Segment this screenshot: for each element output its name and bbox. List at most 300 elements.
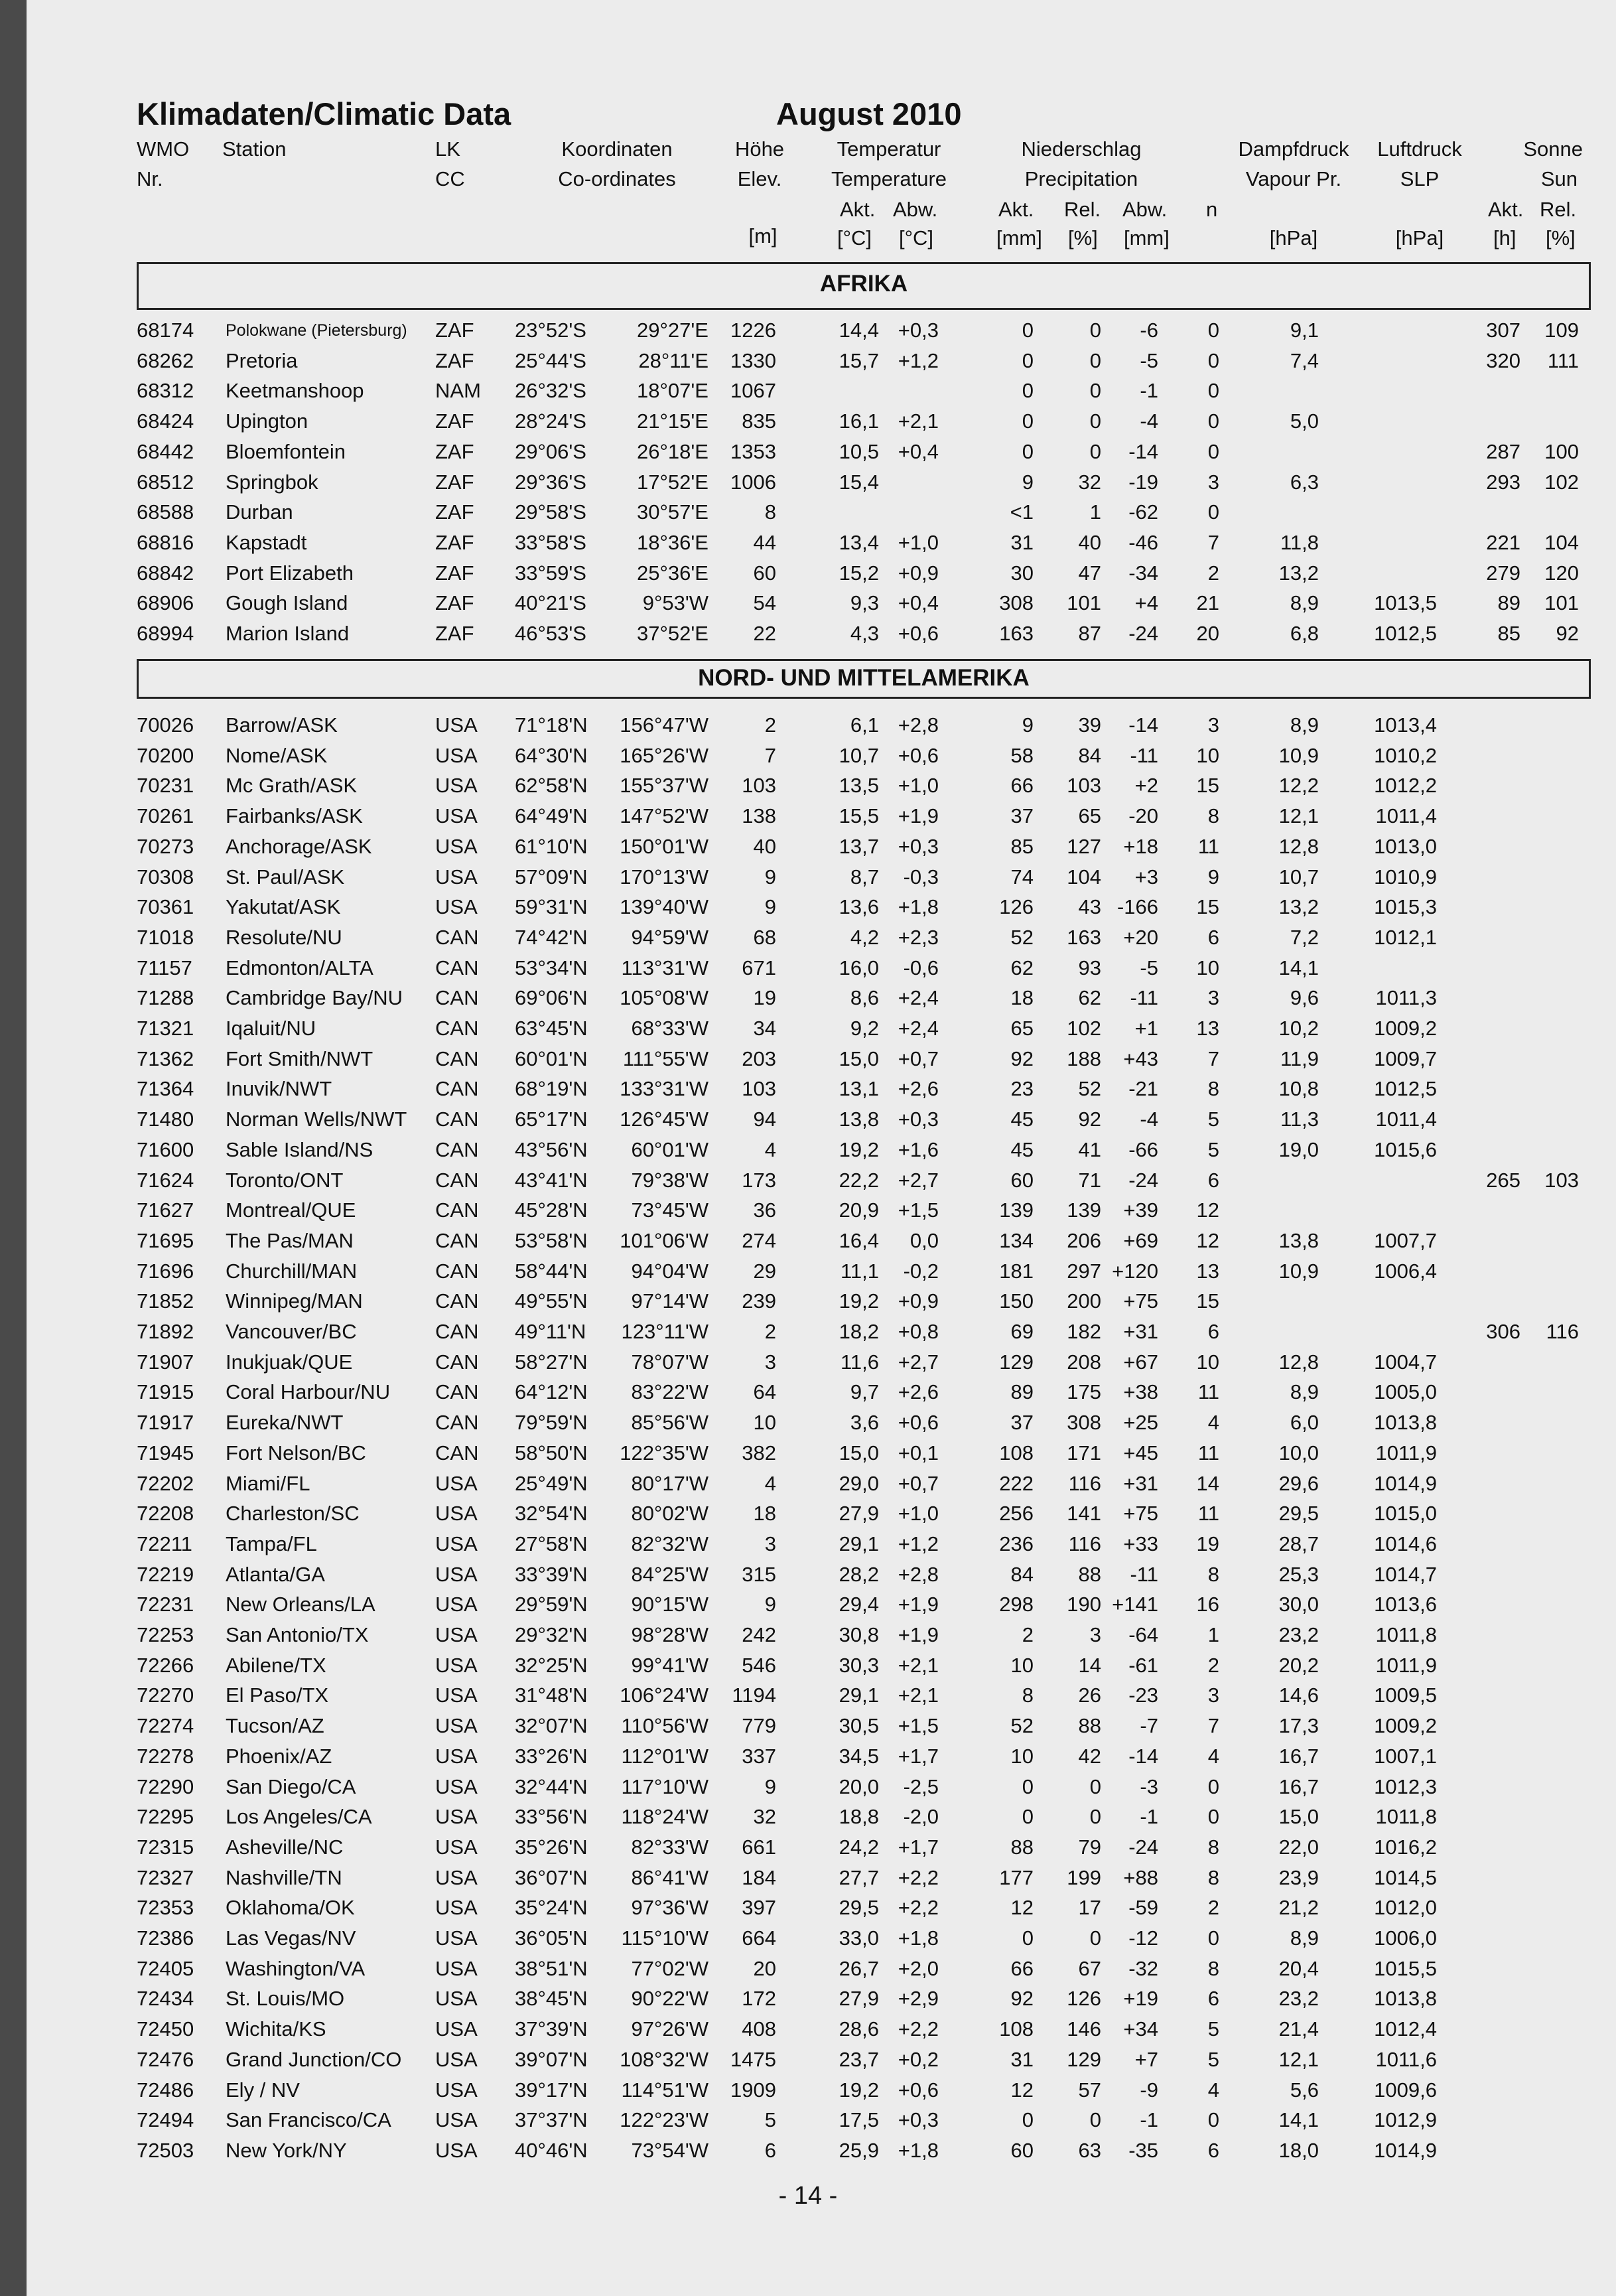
vapour-cell: 10,9 <box>1278 1259 1319 1283</box>
precip-n-cell: 0 <box>1207 500 1219 524</box>
longitude-cell: 133°31'W <box>620 1077 708 1101</box>
station-cell: Fort Nelson/BC <box>226 1441 366 1465</box>
country-cell: USA <box>435 1896 478 1920</box>
wmo-cell: 71892 <box>137 1320 194 1343</box>
vapour-cell: 21,4 <box>1278 2017 1319 2041</box>
precip-rel-cell: 308 <box>1067 1411 1101 1435</box>
latitude-cell: 33°56'N <box>515 1805 588 1829</box>
precip-n-cell: 11 <box>1197 1441 1219 1465</box>
table-row <box>0 497 1616 528</box>
temp-abw-cell: +0,6 <box>898 1411 939 1435</box>
slp-cell: 1011,4 <box>1375 804 1437 828</box>
slp-cell: 1012,9 <box>1374 2108 1437 2132</box>
temp-akt-cell: 28,2 <box>839 1562 879 1586</box>
precip-rel-cell: 146 <box>1067 2017 1101 2041</box>
elevation-cell: 203 <box>742 1046 776 1070</box>
precip-abw-cell: +75 <box>1123 1502 1158 1526</box>
precip-akt-cell: 52 <box>1010 925 1034 949</box>
section-title: NORD- UND MITTELAMERIKA <box>698 665 1030 691</box>
station-cell: Marion Island <box>226 622 350 645</box>
vapour-cell: 8,9 <box>1290 713 1319 737</box>
precip-akt-cell: 0 <box>1022 2108 1034 2132</box>
precip-abw-cell: +45 <box>1123 1441 1158 1465</box>
col-station: Station <box>222 137 287 161</box>
latitude-cell: 33°59'S <box>515 561 586 585</box>
precip-rel-cell: 129 <box>1067 2047 1101 2071</box>
precip-rel-cell: 3 <box>1089 1623 1101 1646</box>
slp-cell: 1011,3 <box>1375 986 1437 1010</box>
precip-akt-cell: 0 <box>1022 319 1034 342</box>
precip-rel-cell: 88 <box>1078 1714 1101 1738</box>
station-cell: Fort Smith/NWT <box>226 1046 373 1070</box>
table-row <box>0 1863 1616 1893</box>
country-cell: CAN <box>435 1137 479 1161</box>
precip-n-cell: 7 <box>1207 530 1219 554</box>
latitude-cell: 79°59'N <box>515 1411 588 1435</box>
table-row <box>0 710 1616 741</box>
station-cell: Eureka/NWT <box>226 1411 344 1435</box>
precip-akt-cell: 108 <box>999 2017 1034 2041</box>
elevation-cell: 1006 <box>730 470 776 494</box>
precip-akt-cell: 0 <box>1022 348 1034 372</box>
precip-n-cell: 20 <box>1196 622 1219 645</box>
longitude-cell: 97°14'W <box>631 1289 708 1313</box>
sun-rel-cell: 116 <box>1546 1320 1579 1343</box>
precip-rel-cell: 0 <box>1089 379 1101 403</box>
station-cell: Resolute/NU <box>226 925 342 949</box>
longitude-cell: 98°28'W <box>631 1623 708 1646</box>
longitude-cell: 83°22'W <box>631 1380 708 1404</box>
wmo-cell: 71600 <box>137 1137 194 1161</box>
table-row <box>0 770 1616 801</box>
longitude-cell: 94°04'W <box>631 1259 708 1283</box>
latitude-cell: 32°25'N <box>515 1653 588 1677</box>
temp-akt-cell: 14,4 <box>839 319 879 342</box>
vapour-cell: 28,7 <box>1278 1532 1319 1555</box>
precip-akt-cell: 65 <box>1010 1017 1034 1040</box>
longitude-cell: 118°24'W <box>621 1805 708 1829</box>
latitude-cell: 27°58'N <box>515 1532 588 1555</box>
precip-n-cell: 0 <box>1207 439 1219 463</box>
precip-abw-cell: +39 <box>1123 1198 1158 1222</box>
country-cell: ZAF <box>435 409 474 433</box>
precip-rel-cell: 47 <box>1078 561 1101 585</box>
precip-abw-cell: -24 <box>1128 622 1158 645</box>
station-cell: St. Louis/MO <box>226 1987 345 2011</box>
table-row <box>0 1317 1616 1347</box>
vapour-cell: 13,2 <box>1278 561 1319 585</box>
precip-n-cell: 5 <box>1207 1108 1219 1131</box>
precip-abw-cell: -62 <box>1128 500 1158 524</box>
wmo-cell: 72295 <box>137 1805 194 1829</box>
latitude-cell: 32°54'N <box>515 1502 588 1526</box>
temp-akt-cell: 4,2 <box>850 925 879 949</box>
temp-akt-cell: 19,2 <box>839 2078 879 2102</box>
station-cell: Nashville/TN <box>226 1865 342 1889</box>
precip-akt-cell: 31 <box>1010 2047 1034 2071</box>
country-cell: USA <box>435 1774 478 1798</box>
latitude-cell: 64°30'N <box>515 743 588 767</box>
latitude-cell: 58°44'N <box>515 1259 588 1283</box>
longitude-cell: 165°26'W <box>620 743 708 767</box>
precip-rel-cell: 139 <box>1067 1198 1101 1222</box>
temp-abw-cell: +1,9 <box>898 1623 939 1646</box>
precip-abw-cell: +31 <box>1123 1320 1158 1343</box>
country-cell: CAN <box>435 956 479 979</box>
precip-rel-cell: 0 <box>1089 409 1101 433</box>
vapour-cell: 16,7 <box>1278 1744 1319 1768</box>
country-cell: USA <box>435 1502 478 1526</box>
slp-cell: 1014,7 <box>1374 1562 1437 1586</box>
slp-cell: 1009,2 <box>1374 1017 1437 1040</box>
temp-akt-cell: 13,8 <box>839 1108 879 1131</box>
temp-akt-cell: 17,5 <box>839 2108 879 2132</box>
elevation-cell: 22 <box>753 622 776 645</box>
longitude-cell: 101°06'W <box>620 1228 708 1252</box>
precip-rel-cell: 52 <box>1078 1077 1101 1101</box>
latitude-cell: 65°17'N <box>515 1108 588 1131</box>
precip-akt-cell: 298 <box>999 1593 1034 1616</box>
precip-abw-cell: -46 <box>1128 530 1158 554</box>
station-cell: Coral Harbour/NU <box>226 1380 391 1404</box>
temp-akt-cell: 15,5 <box>839 804 879 828</box>
temp-abw-cell: +2,3 <box>898 925 939 949</box>
temp-akt-cell: 4,3 <box>850 622 879 645</box>
country-cell: USA <box>435 743 478 767</box>
longitude-cell: 150°01'W <box>620 834 708 858</box>
temp-akt-cell: 9,7 <box>850 1380 879 1404</box>
longitude-cell: 155°37'W <box>620 774 708 798</box>
table-row <box>0 1772 1616 1802</box>
col-precip-akt: Akt. <box>998 198 1034 221</box>
precip-abw-cell: +2 <box>1134 774 1158 798</box>
slp-cell: 1014,6 <box>1374 1532 1437 1555</box>
temp-abw-cell: +0,3 <box>898 2108 939 2132</box>
station-cell: Vancouver/BC <box>226 1320 357 1343</box>
wmo-cell: 68994 <box>137 622 194 645</box>
vapour-cell: 7,2 <box>1290 925 1319 949</box>
latitude-cell: 53°58'N <box>515 1228 588 1252</box>
country-cell: USA <box>435 1744 478 1768</box>
station-cell: Barrow/ASK <box>226 713 338 737</box>
latitude-cell: 35°24'N <box>515 1896 588 1920</box>
table-row <box>0 1469 1616 1499</box>
wmo-cell: 70308 <box>137 865 194 889</box>
precip-abw-cell: -1 <box>1140 2108 1158 2132</box>
station-cell: Polokwane (Pietersburg) <box>226 321 407 340</box>
precip-akt-cell: 58 <box>1010 743 1034 767</box>
temp-abw-cell: -0,2 <box>903 1259 939 1283</box>
longitude-cell: 29°27'E <box>637 319 708 342</box>
precip-akt-cell: 92 <box>1010 1987 1034 2011</box>
station-cell: San Francisco/CA <box>226 2108 391 2132</box>
slp-cell: 1011,9 <box>1375 1441 1437 1465</box>
precip-abw-cell: -64 <box>1128 1623 1158 1646</box>
table-row <box>0 1832 1616 1863</box>
precip-abw-cell: +18 <box>1123 834 1158 858</box>
precip-akt-cell: 181 <box>999 1259 1034 1283</box>
precip-abw-cell: +34 <box>1123 2017 1158 2041</box>
longitude-cell: 25°36'E <box>637 561 708 585</box>
precip-rel-cell: 79 <box>1078 1835 1101 1859</box>
slp-cell: 1013,6 <box>1374 1593 1437 1616</box>
precip-n-cell: 12 <box>1196 1198 1219 1222</box>
country-cell: USA <box>435 2138 478 2162</box>
precip-rel-cell: 57 <box>1078 2078 1101 2102</box>
table-row <box>0 2135 1616 2166</box>
vapour-cell: 17,3 <box>1278 1714 1319 1738</box>
precip-abw-cell: -4 <box>1140 409 1158 433</box>
precip-akt-cell: 66 <box>1010 1956 1034 1980</box>
temp-abw-cell: +2,2 <box>898 1896 939 1920</box>
precip-n-cell: 0 <box>1207 319 1219 342</box>
latitude-cell: 39°07'N <box>515 2047 588 2071</box>
temp-abw-cell: -2,5 <box>903 1774 939 1798</box>
longitude-cell: 82°33'W <box>631 1835 708 1859</box>
vapour-cell: 12,8 <box>1278 834 1319 858</box>
wmo-cell: 72494 <box>137 2108 194 2132</box>
precip-akt-cell: 85 <box>1010 834 1034 858</box>
temp-abw-cell: -2,0 <box>903 1805 939 1829</box>
elevation-cell: 382 <box>742 1441 776 1465</box>
table-row <box>0 1044 1616 1074</box>
temp-akt-cell: 27,9 <box>839 1987 879 2011</box>
elevation-cell: 2 <box>764 713 776 737</box>
station-cell: Inukjuak/QUE <box>226 1350 353 1374</box>
station-cell: Keetmanshoop <box>226 379 364 403</box>
latitude-cell: 35°26'N <box>515 1835 588 1859</box>
precip-akt-cell: 37 <box>1010 804 1034 828</box>
precip-rel-cell: 101 <box>1067 591 1101 615</box>
latitude-cell: 49°11'N <box>515 1320 586 1343</box>
elevation-cell: 315 <box>742 1562 776 1586</box>
temp-abw-cell: +0,1 <box>898 1441 939 1465</box>
longitude-cell: 110°56'W <box>621 1714 708 1738</box>
precip-rel-cell: 42 <box>1078 1744 1101 1768</box>
latitude-cell: 29°36'S <box>515 470 586 494</box>
table-row <box>0 1923 1616 1954</box>
precip-n-cell: 7 <box>1207 1046 1219 1070</box>
precip-n-cell: 10 <box>1196 1350 1219 1374</box>
precip-n-cell: 0 <box>1207 1805 1219 1829</box>
precip-rel-cell: 41 <box>1078 1137 1101 1161</box>
precip-n-cell: 6 <box>1207 1168 1219 1192</box>
elevation-cell: 1353 <box>730 439 776 463</box>
station-cell: New Orleans/LA <box>226 1593 375 1616</box>
precip-rel-cell: 14 <box>1078 1653 1101 1677</box>
vapour-cell: 12,8 <box>1278 1350 1319 1374</box>
longitude-cell: 79°38'W <box>631 1168 708 1192</box>
station-cell: Edmonton/ALTA <box>226 956 373 979</box>
longitude-cell: 21°15'E <box>637 409 708 433</box>
precip-n-cell: 0 <box>1207 1774 1219 1798</box>
col-temp-unit2: [°C] <box>899 226 934 250</box>
precip-akt-cell: 236 <box>999 1532 1034 1555</box>
wmo-cell: 71362 <box>137 1046 194 1070</box>
temp-abw-cell: +2,1 <box>898 1653 939 1677</box>
precip-abw-cell: -14 <box>1128 1744 1158 1768</box>
precip-rel-cell: 0 <box>1089 2108 1101 2132</box>
precip-n-cell: 0 <box>1207 348 1219 372</box>
table-row <box>0 1407 1616 1438</box>
temp-akt-cell: 8,6 <box>850 986 879 1010</box>
country-cell: USA <box>435 1835 478 1859</box>
station-cell: Montreal/QUE <box>226 1198 356 1222</box>
wmo-cell: 72290 <box>137 1774 194 1798</box>
temp-abw-cell: +1,0 <box>898 530 939 554</box>
precip-n-cell: 21 <box>1196 591 1219 615</box>
precip-akt-cell: 0 <box>1022 1774 1034 1798</box>
wmo-cell: 68816 <box>137 530 194 554</box>
vapour-cell: 20,2 <box>1278 1653 1319 1677</box>
precip-rel-cell: 0 <box>1089 1774 1101 1798</box>
precip-akt-cell: 30 <box>1010 561 1034 585</box>
longitude-cell: 114°51'W <box>621 2078 708 2102</box>
temp-akt-cell: 20,0 <box>839 1774 879 1798</box>
precip-abw-cell: -24 <box>1128 1835 1158 1859</box>
precip-n-cell: 4 <box>1207 2078 1219 2102</box>
station-cell: Norman Wells/NWT <box>226 1108 407 1131</box>
precip-abw-cell: -6 <box>1140 319 1158 342</box>
station-cell: St. Paul/ASK <box>226 865 345 889</box>
country-cell: ZAF <box>435 470 474 494</box>
country-cell: CAN <box>435 1017 479 1040</box>
longitude-cell: 73°45'W <box>631 1198 708 1222</box>
table-row <box>0 528 1616 558</box>
sun-rel-cell: 100 <box>1544 439 1579 463</box>
slp-cell: 1007,1 <box>1374 1744 1437 1768</box>
table-row <box>0 1589 1616 1620</box>
temp-abw-cell: +0,9 <box>898 561 939 585</box>
precip-akt-cell: 126 <box>999 895 1034 919</box>
precip-abw-cell: +69 <box>1123 1228 1158 1252</box>
wmo-cell: 71915 <box>137 1380 194 1404</box>
precip-n-cell: 0 <box>1207 2108 1219 2132</box>
temp-abw-cell: +2,8 <box>898 1562 939 1586</box>
table-row <box>0 1074 1616 1104</box>
col-slp-en: SLP <box>1400 167 1440 190</box>
precip-rel-cell: 141 <box>1067 1502 1101 1526</box>
longitude-cell: 73°54'W <box>631 2138 708 2162</box>
sun-akt-cell: 265 <box>1486 1168 1520 1192</box>
temp-abw-cell: +2,8 <box>898 713 939 737</box>
latitude-cell: 62°58'N <box>515 774 588 798</box>
precip-rel-cell: 26 <box>1078 1684 1101 1707</box>
precip-akt-cell: 10 <box>1010 1653 1034 1677</box>
table-row <box>0 1286 1616 1317</box>
slp-cell: 1010,9 <box>1374 865 1437 889</box>
precip-akt-cell: 60 <box>1010 2138 1034 2162</box>
precip-akt-cell: 9 <box>1022 470 1034 494</box>
col-temp-en: Temperature <box>831 167 947 190</box>
precip-n-cell: 13 <box>1196 1259 1219 1283</box>
station-cell: Los Angeles/CA <box>226 1805 372 1829</box>
latitude-cell: 26°32'S <box>515 379 586 403</box>
sun-akt-cell: 320 <box>1486 348 1520 372</box>
col-elev: Elev. <box>737 167 782 190</box>
vapour-cell: 23,2 <box>1278 1987 1319 2011</box>
table-row <box>0 2105 1616 2135</box>
latitude-cell: 57°09'N <box>515 865 588 889</box>
country-cell: USA <box>435 804 478 828</box>
page-number: - 14 - <box>778 2182 838 2210</box>
country-cell: USA <box>435 1653 478 1677</box>
latitude-cell: 46°53'S <box>515 622 586 645</box>
elevation-cell: 54 <box>753 591 776 615</box>
temp-abw-cell: +0,2 <box>898 2047 939 2071</box>
slp-cell: 1004,7 <box>1374 1350 1437 1374</box>
vapour-cell: 18,0 <box>1278 2138 1319 2162</box>
wmo-cell: 71288 <box>137 986 194 1010</box>
longitude-cell: 123°11'W <box>621 1320 708 1343</box>
latitude-cell: 38°51'N <box>515 1956 588 1980</box>
station-cell: Tampa/FL <box>226 1532 317 1555</box>
col-temp-unit1: [°C] <box>837 226 872 250</box>
elevation-cell: 103 <box>742 774 776 798</box>
station-cell: Sable Island/NS <box>226 1137 373 1161</box>
precip-abw-cell: +20 <box>1123 925 1158 949</box>
precip-abw-cell: -20 <box>1128 804 1158 828</box>
vapour-cell: 6,8 <box>1290 622 1319 645</box>
sun-rel-cell: 120 <box>1544 561 1579 585</box>
slp-cell: 1016,2 <box>1374 1835 1437 1859</box>
wmo-cell: 71627 <box>137 1198 194 1222</box>
precip-rel-cell: 171 <box>1067 1441 1101 1465</box>
slp-cell: 1011,9 <box>1375 1653 1437 1677</box>
slp-cell: 1010,2 <box>1374 743 1437 767</box>
longitude-cell: 115°10'W <box>621 1926 708 1950</box>
temp-akt-cell: 15,0 <box>839 1441 879 1465</box>
elevation-cell: 671 <box>742 956 776 979</box>
country-cell: USA <box>435 895 478 919</box>
temp-akt-cell: 27,9 <box>839 1502 879 1526</box>
wmo-cell: 68906 <box>137 591 194 615</box>
wmo-cell: 71624 <box>137 1168 194 1192</box>
slp-cell: 1014,5 <box>1374 1865 1437 1889</box>
elevation-cell: 2 <box>764 1320 776 1343</box>
latitude-cell: 59°31'N <box>515 895 588 919</box>
wmo-cell: 71907 <box>137 1350 194 1374</box>
station-cell: Tucson/AZ <box>226 1714 324 1738</box>
temp-abw-cell: +1,8 <box>898 2138 939 2162</box>
precip-akt-cell: 18 <box>1010 986 1034 1010</box>
table-row <box>0 618 1616 649</box>
col-cc: CC <box>435 167 465 190</box>
elevation-cell: 9 <box>764 865 776 889</box>
longitude-cell: 30°57'E <box>637 500 708 524</box>
precip-rel-cell: 206 <box>1067 1228 1101 1252</box>
station-cell: Churchill/MAN <box>226 1259 358 1283</box>
latitude-cell: 58°50'N <box>515 1441 588 1465</box>
sun-rel-cell: 103 <box>1544 1168 1579 1192</box>
vapour-cell: 23,9 <box>1278 1865 1319 1889</box>
country-cell: USA <box>435 834 478 858</box>
sun-rel-cell: 101 <box>1544 591 1579 615</box>
temp-abw-cell: +1,8 <box>898 895 939 919</box>
elevation-cell: 1330 <box>730 348 776 372</box>
station-cell: Upington <box>226 409 308 433</box>
country-cell: CAN <box>435 1108 479 1131</box>
station-cell: Oklahoma/OK <box>226 1896 355 1920</box>
precip-akt-cell: 62 <box>1010 956 1034 979</box>
elevation-cell: 239 <box>742 1289 776 1313</box>
table-row <box>0 346 1616 376</box>
temp-akt-cell: 27,7 <box>839 1865 879 1889</box>
precip-akt-cell: 31 <box>1010 530 1034 554</box>
latitude-cell: 25°49'N <box>515 1471 588 1495</box>
precip-abw-cell: +33 <box>1123 1532 1158 1555</box>
temp-akt-cell: 16,4 <box>839 1228 879 1252</box>
